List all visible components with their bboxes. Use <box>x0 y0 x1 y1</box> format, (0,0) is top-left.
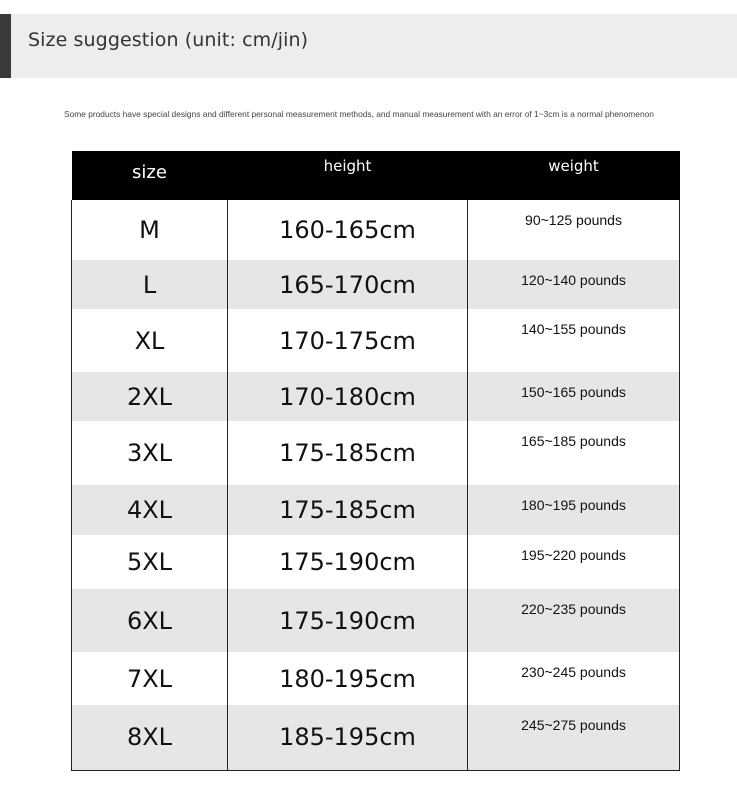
weight-cell: 230~245 pounds <box>468 652 680 705</box>
weight-cell: 245~275 pounds <box>468 705 680 770</box>
table-body <box>72 200 680 770</box>
height-cell: 175-185cm <box>228 485 468 535</box>
size-cell: M <box>72 200 228 260</box>
page-title: Size suggestion (unit: cm/jin) <box>28 29 309 51</box>
weight-cell: 180~195 pounds <box>468 485 680 535</box>
height-cell: 170-180cm <box>228 372 468 421</box>
height-cell: 175-185cm <box>228 421 468 485</box>
table-row <box>72 705 680 770</box>
size-cell: 7XL <box>72 652 228 705</box>
size-cell: 6XL <box>72 589 228 652</box>
column-header-weight: weight <box>548 157 599 175</box>
measurement-note: Some products have special designs and different personal measurement methods, and manual measurement with an error of 1~3cm is a normal phenomenon <box>64 109 654 119</box>
table-row <box>72 421 680 485</box>
size-cell: 8XL <box>72 705 228 770</box>
size-table <box>71 151 680 771</box>
table-row <box>72 589 680 652</box>
table-row <box>72 309 680 372</box>
size-cell: XL <box>72 309 228 372</box>
size-cell: 2XL <box>72 372 228 421</box>
table-row <box>72 372 680 421</box>
weight-cell: 165~185 pounds <box>468 421 680 485</box>
weight-cell: 90~125 pounds <box>468 200 680 260</box>
table-row <box>72 485 680 535</box>
table-row <box>72 652 680 705</box>
height-cell: 170-175cm <box>228 309 468 372</box>
column-header-height: height <box>323 157 372 175</box>
height-cell: 185-195cm <box>228 705 468 770</box>
weight-cell: 150~165 pounds <box>468 372 680 421</box>
header-accent-bar <box>0 14 11 78</box>
size-cell: 3XL <box>72 421 228 485</box>
table-header-row <box>72 151 680 200</box>
column-header-size: size <box>132 162 167 183</box>
weight-cell: 120~140 pounds <box>468 260 680 309</box>
table-row <box>72 260 680 309</box>
table-row <box>72 200 680 260</box>
height-cell: 160-165cm <box>228 200 468 260</box>
height-cell: 175-190cm <box>228 535 468 589</box>
height-cell: 175-190cm <box>228 589 468 652</box>
height-cell: 180-195cm <box>228 652 468 705</box>
size-cell: 4XL <box>72 485 228 535</box>
size-cell: 5XL <box>72 535 228 589</box>
weight-cell: 195~220 pounds <box>468 535 680 589</box>
table-row <box>72 535 680 589</box>
weight-cell: 140~155 pounds <box>468 309 680 372</box>
height-cell: 165-170cm <box>228 260 468 309</box>
weight-cell: 220~235 pounds <box>468 589 680 652</box>
size-cell: L <box>72 260 228 309</box>
